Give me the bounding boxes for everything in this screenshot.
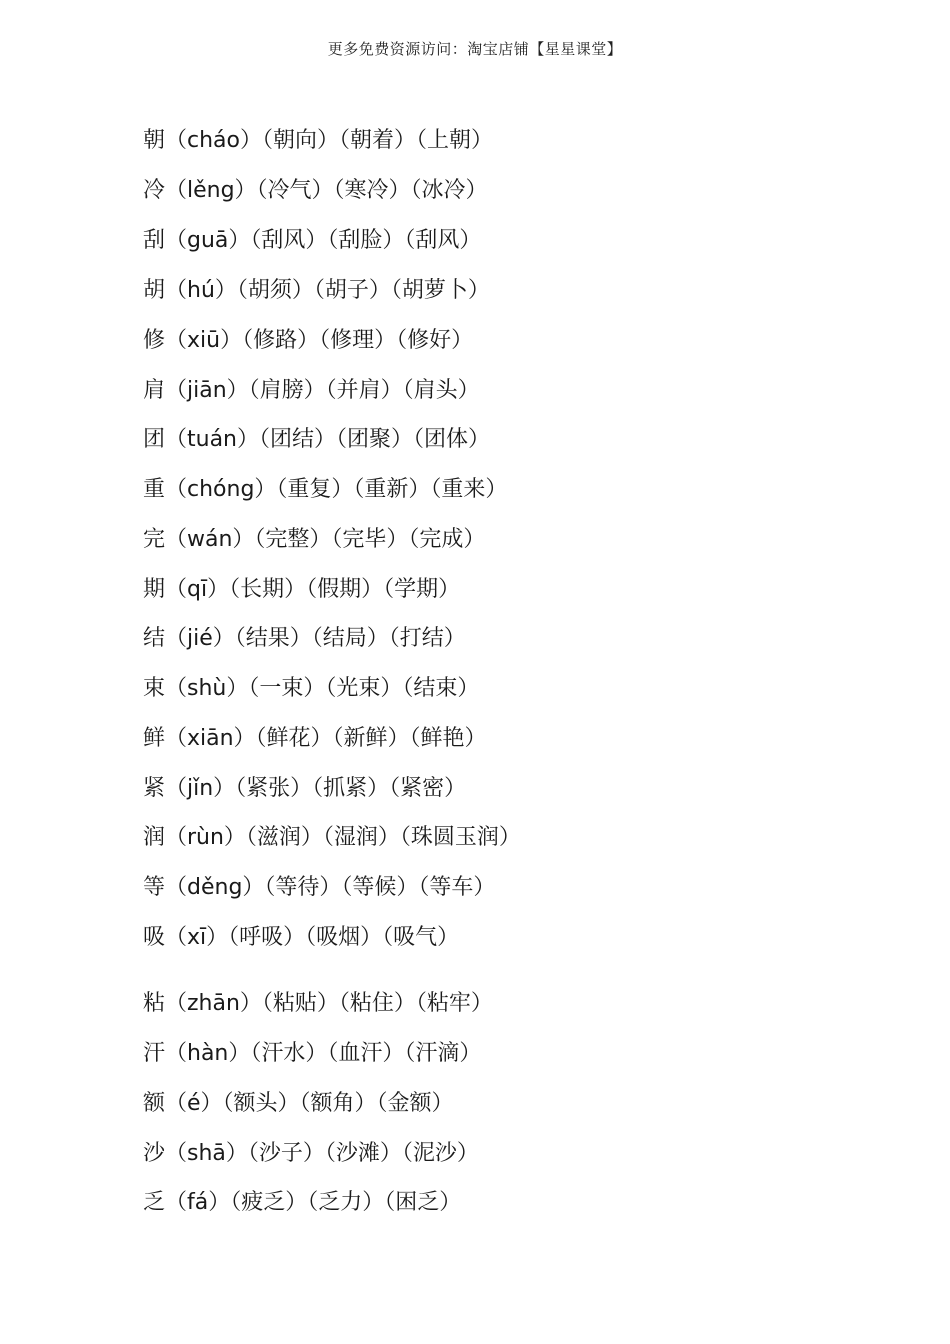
vocab-entry: 粘（zhān）（粘贴）（粘住）（粘牢）	[143, 991, 493, 1016]
vocab-entry: 期（qī）（长期）（假期）（学期）	[143, 577, 461, 602]
vocab-entry: 肩（jiān）（肩膀）（并肩）（肩头）	[143, 378, 480, 403]
vocab-entry: 修（xiū）（修路）（修理）（修好）	[143, 328, 474, 353]
vocab-entry: 沙（shā）（沙子）（沙滩）（泥沙）	[143, 1141, 479, 1166]
vocab-entry: 吸（xī）（呼吸）（吸烟）（吸气）	[143, 925, 460, 950]
page-header: 更多免费资源访问：淘宝店铺【星星课堂】	[327, 40, 623, 58]
vocab-entry: 胡（hú）（胡须）（胡子）（胡萝卜）	[143, 278, 490, 303]
vocab-entry: 束（shù）（一束）（光束）（结束）	[143, 676, 480, 701]
vocab-entry: 结（jié）（结果）（结局）（打结）	[143, 626, 466, 651]
vocab-entry: 额（é）（额头）（额角）（金额）	[143, 1091, 454, 1116]
vocab-entry: 汗（hàn）（汗水）（血汗）（汗滴）	[143, 1041, 482, 1066]
vocab-entry: 冷（lěng）（冷气）（寒冷）（冰冷）	[143, 178, 488, 203]
vocab-entry: 重（chóng）（重复）（重新）（重来）	[143, 477, 508, 502]
vocab-entry: 刮（guā）（刮风）（刮脸）（刮风）	[143, 228, 482, 253]
vocab-entry: 等（děng）（等待）（等候）（等车）	[143, 875, 496, 900]
vocab-entry: 朝（cháo）（朝向）（朝着）（上朝）	[143, 128, 493, 153]
vocab-entry: 完（wán）（完整）（完毕）（完成）	[143, 527, 486, 552]
vocab-entry: 鲜（xiān）（鲜花）（新鲜）（鲜艳）	[143, 726, 487, 751]
vocab-entry: 润（rùn）（滋润）（湿润）（珠圆玉润）	[143, 825, 521, 850]
vocab-entry: 乏（fá）（疲乏）（乏力）（困乏）	[143, 1190, 462, 1215]
vocab-entry: 紧（jǐn）（紧张）（抓紧）（紧密）	[143, 776, 467, 801]
vocab-entry: 团（tuán）（团结）（团聚）（团体）	[143, 427, 490, 452]
